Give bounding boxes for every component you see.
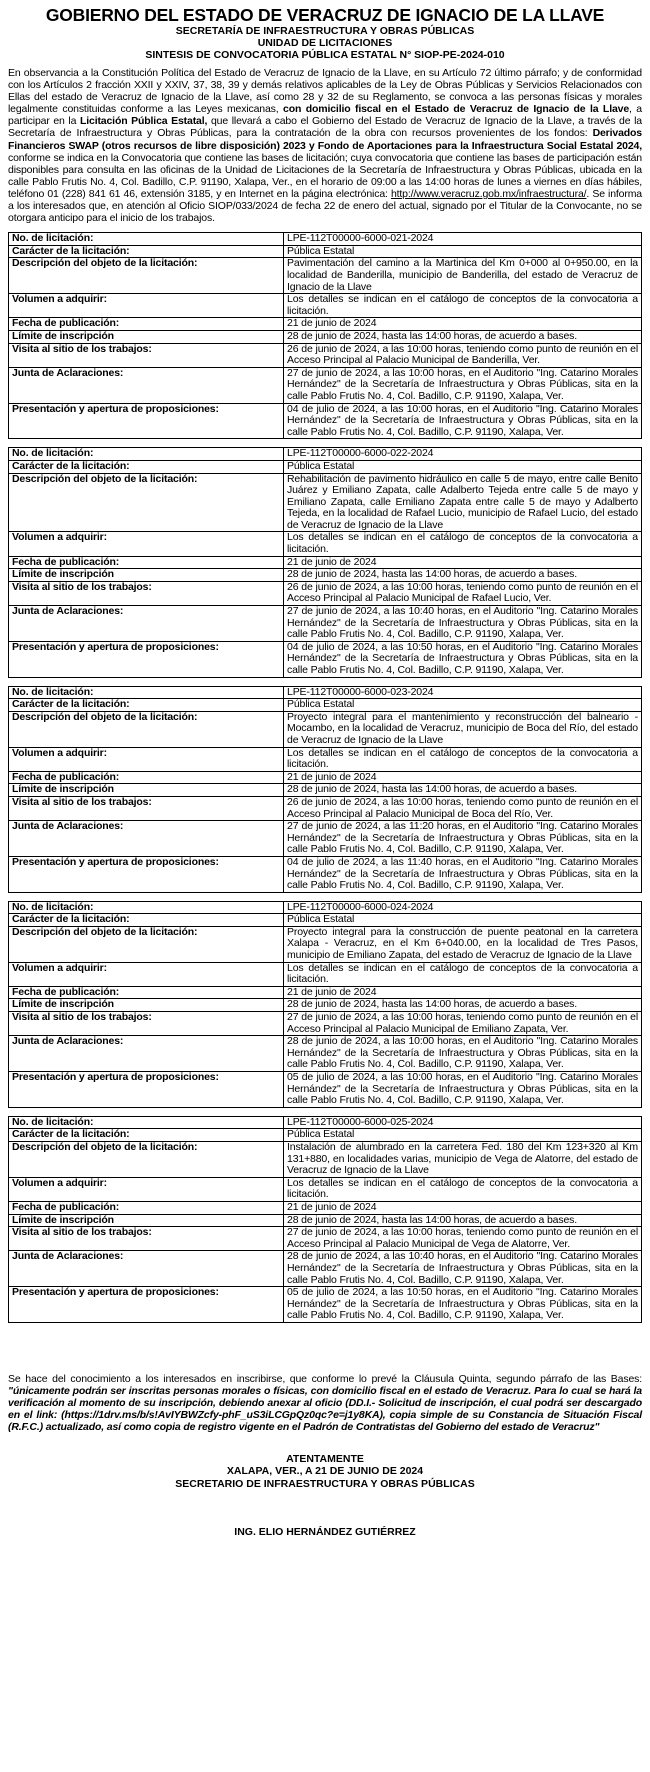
field-value-volumen: Los detalles se indican en el catálogo de conceptos de la convocatoria a licitación. [284,1177,642,1201]
field-value-limite: 28 de junio de 2024, hasta las 14:00 horas, de acuerdo a bases. [284,999,642,1012]
table-row-visita [9,1012,642,1036]
field-label-descripcion: Descripción del objeto de la licitación: [9,711,284,747]
table-row-presentacion [9,856,642,892]
table-row-visita [9,1227,642,1251]
table-row-caracter [9,1129,642,1142]
field-label-limite: Límite de inscripción [9,569,284,582]
table-row-descripcion [9,258,642,294]
field-value-caracter: Pública Estatal [284,699,642,712]
field-label-caracter: Carácter de la licitación: [9,699,284,712]
field-value-descripcion: Rehabilitación de pavimento hidráulico en calle 5 de mayo, entre calle Benito Juárez y Emiliano Zapata, calle Adalberto Tejeda entre calle 5 de mayo y Emiliano Zapata, calle Emiliano Zapata entre calle 5 de mayo y Adalberto Tejeda, en la localidad de Rafael Lucio, municipio de Rafael Lucio, del estado de Veracruz de Ignacio de la Llave [284,473,642,532]
licitacion-table [8,232,642,439]
field-value-caracter: Pública Estatal [284,1129,642,1142]
intro-text-1: En observancia a la Constitución Política del Estado de Veracruz de Ignacio de la Llave, en su Artículo 72 último párrafo; y de conformidad con los Artículos 2 fracción XXII y XXIV, 37, 38, 39 y demás relativos aplicables de la Ley de Obras Públicas y Servicios Relacionados con Ellas del estado de Veracruz de Ignacio de la Llave, así como 28 y 32 de su Reglamento, se convoca a las personas físicas y morales legalmente constituidas conforme a las Leyes mexicanas, [8,67,642,116]
footer-text: Se hace del conocimiento a los interesados en inscribirse, que conforme lo prevé la Cláusula Quinta, segundo párrafo de las Bases: [8,1372,642,1385]
field-value-no: LPE-112T00000-6000-023-2024 [284,686,642,699]
table-row-no [9,448,642,461]
place-date: XALAPA, VER., A 21 DE JUNIO DE 2024 [226,1465,424,1478]
secretaria-heading: SECRETARÍA DE INFRAESTRUCTURA Y OBRAS PÚBLICAS [175,25,475,37]
field-value-presentacion: 05 de julio de 2024, a las 10:50 horas, en el Auditorio "Ing. Catarino Morales Hernández" de la Secretaría de Infraestructura y Obras Públicas, sita en la calle Pablo Frutis No. 4, Col. Badillo, C.P. 91190, Xalapa, Ver. [284,1287,642,1323]
field-value-fecha: 21 de junio de 2024 [284,771,642,784]
table-row-limite [9,1214,642,1227]
field-value-descripcion: Pavimentación del camino a la Martinica del Km 0+000 al 0+950.00, en la localidad de Banderilla, municipio de Banderilla, del estado de Veracruz de Ignacio de la Llave [284,258,642,294]
table-row-no [9,1116,642,1129]
table-row-fecha [9,986,642,999]
field-label-no: No. de licitación: [9,233,284,246]
table-row-volumen [9,294,642,318]
field-value-volumen: Los detalles se indican en el catálogo de conceptos de la convocatoria a licitación. [284,747,642,771]
field-label-limite: Límite de inscripción [9,784,284,797]
field-label-no: No. de licitación: [9,1116,284,1129]
field-value-caracter: Pública Estatal [284,914,642,927]
signer-title: SECRETARIO DE INFRAESTRUCTURA Y OBRAS PÚBLICAS [175,1477,475,1490]
table-row-visita [9,343,642,367]
sintesis-heading: SINTESIS DE CONVOCATORIA PÚBLICA ESTATAL N° SIOP-PE-2024-010 [145,49,505,61]
field-value-junta: 27 de junio de 2024, a las 10:00 horas, en el Auditorio "Ing. Catarino Morales Hernández" de la Secretaría de Infraestructura y Obras Públicas, sita en la calle Pablo Frutis No. 4, Col. Badillo, C.P. 91190, Xalapa, Ver. [284,367,642,403]
field-label-fecha: Fecha de publicación: [9,771,284,784]
field-label-fecha: Fecha de publicación: [9,1201,284,1214]
table-row-presentacion [9,1287,642,1323]
field-label-presentacion: Presentación y apertura de proposiciones: [9,856,284,892]
table-row-junta [9,821,642,857]
field-value-presentacion: 04 de julio de 2024, a las 10:00 horas, en el Auditorio "Ing. Catarino Morales Hernández" de la Secretaría de Infraestructura y Obras Públicas, sita en la calle Pablo Frutis No. 4, Col. Badillo, C.P. 91190, Xalapa, Ver. [284,403,642,439]
table-row-visita [9,796,642,820]
field-value-visita: 26 de junio de 2024, a las 10:00 horas, teniendo como punto de reunión en el Acceso Principal al Palacio Municipal de Rafael Lucio, Ver. [284,581,642,605]
licitaciones-container [8,232,642,1323]
intro-bold-1: con domicilio fiscal en el Estado de Veracruz de Ignacio de la Llave [283,103,630,116]
field-label-limite: Límite de inscripción [9,330,284,343]
intro-paragraph [8,67,642,224]
field-value-descripcion: Proyecto integral para el mantenimiento y reconstrucción del balneario - Mocambo, en la localidad de Veracruz, municipio de Boca del Río, del estado de Veracruz de Ignacio de la Llave [284,711,642,747]
intro-bold-2: Licitación Pública Estatal, [79,115,208,128]
table-row-descripcion [9,711,642,747]
field-label-fecha: Fecha de publicación: [9,556,284,569]
table-row-junta [9,606,642,642]
table-row-limite [9,330,642,343]
table-row-junta [9,367,642,403]
table-row-presentacion [9,641,642,677]
licitacion-table [8,686,642,893]
field-value-fecha: 21 de junio de 2024 [284,1201,642,1214]
field-label-presentacion: Presentación y apertura de proposiciones: [9,403,284,439]
table-row-fecha [9,318,642,331]
table-row-limite [9,569,642,582]
field-label-junta: Junta de Aclaraciones: [9,1036,284,1072]
field-value-no: LPE-112T00000-6000-024-2024 [284,901,642,914]
field-value-limite: 28 de junio de 2024, hasta las 14:00 horas, de acuerdo a bases. [284,1214,642,1227]
intro-text-4: conforme se indica en la Convocatoria que contiene las bases de licitación; cuya convocatoria que contiene las bases de participación están disponibles para consulta en las oficinas de la Unidad de Licitaciones de la Secretaría de Infraestructura y Obras Públicas, ubicada en la calle Pablo Frutis No. 4, Col. Badillo, C.P. 91190, Xalapa, Ver., en el horario de 09:00 a las 14:00 horas de lunes a viernes en días hábiles, teléfono 01 (228) 841 61 46, extensión 3185, y en Internet en la página electrónica: [8,151,642,200]
field-label-junta: Junta de Aclaraciones: [9,367,284,403]
signer-name: ING. ELIO HERNÁNDEZ GUTIÉRREZ [234,1526,416,1539]
field-label-fecha: Fecha de publicación: [9,318,284,331]
table-row-volumen [9,747,642,771]
unidad-heading: UNIDAD DE LICITACIONES [257,37,393,49]
field-value-fecha: 21 de junio de 2024 [284,318,642,331]
table-row-visita [9,581,642,605]
field-value-visita: 26 de junio de 2024, a las 10:00 horas, teniendo como punto de reunión en el Acceso Principal al Palacio Municipal de Banderilla, Ver. [284,343,642,367]
table-row-descripcion [9,926,642,962]
field-value-descripcion: Instalación de alumbrado en la carretera Fed. 180 del Km 123+320 al Km 131+880, en localidades varias, municipio de Vega de Alatorre, del estado de Veracruz de Ignacio de la Llave [284,1141,642,1177]
licitacion-table [8,1116,642,1323]
field-value-presentacion: 04 de julio de 2024, a las 10:50 horas, en el Auditorio "Ing. Catarino Morales Hernández" de la Secretaría de Infraestructura y Obras Públicas, sita en la calle Pablo Frutis No. 4, Col. Badillo, C.P. 91190, Xalapa, Ver. [284,641,642,677]
field-value-no: LPE-112T00000-6000-025-2024 [284,1116,642,1129]
table-row-no [9,686,642,699]
field-label-limite: Límite de inscripción [9,999,284,1012]
field-label-visita: Visita al sitio de los trabajos: [9,343,284,367]
field-value-limite: 28 de junio de 2024, hasta las 14:00 horas, de acuerdo a bases. [284,330,642,343]
field-label-no: No. de licitación: [9,686,284,699]
field-label-junta: Junta de Aclaraciones: [9,821,284,857]
field-label-descripcion: Descripción del objeto de la licitación: [9,258,284,294]
field-label-junta: Junta de Aclaraciones: [9,1251,284,1287]
field-label-caracter: Carácter de la licitación: [9,460,284,473]
field-label-caracter: Carácter de la licitación: [9,245,284,258]
field-value-volumen: Los detalles se indican en el catálogo de conceptos de la convocatoria a licitación. [284,962,642,986]
table-row-volumen [9,1177,642,1201]
footer-paragraph [8,1373,642,1433]
table-row-limite [9,999,642,1012]
table-row-fecha [9,556,642,569]
field-value-volumen: Los detalles se indican en el catálogo de conceptos de la convocatoria a licitación. [284,532,642,556]
field-value-no: LPE-112T00000-6000-021-2024 [284,233,642,246]
table-row-volumen [9,532,642,556]
field-value-caracter: Pública Estatal [284,460,642,473]
field-label-descripcion: Descripción del objeto de la licitación: [9,926,284,962]
field-label-visita: Visita al sitio de los trabajos: [9,1012,284,1036]
signature-block [8,1453,642,1491]
field-label-volumen: Volumen a adquirir: [9,962,284,986]
field-label-descripcion: Descripción del objeto de la licitación: [9,473,284,532]
table-row-junta [9,1036,642,1072]
field-label-visita: Visita al sitio de los trabajos: [9,581,284,605]
table-row-descripcion [9,1141,642,1177]
table-row-caracter [9,460,642,473]
field-label-limite: Límite de inscripción [9,1214,284,1227]
field-value-junta: 28 de junio de 2024, a las 10:00 horas, en el Auditorio "Ing. Catarino Morales Hernández" de la Secretaría de Infraestructura y Obras Públicas, sita en la calle Pablo Frutis No. 4, Col. Badillo, C.P. 91190, Xalapa, Ver. [284,1036,642,1072]
table-row-caracter [9,914,642,927]
field-value-visita: 27 de junio de 2024, a las 10:00 horas, teniendo como punto de reunión en el Acceso Principal al Palacio Municipal de Emiliano Zapata, Ver. [284,1012,642,1036]
field-value-junta: 27 de junio de 2024, a las 10:40 horas, en el Auditorio "Ing. Catarino Morales Hernández" de la Secretaría de Infraestructura y Obras Públicas, sita en la calle Pablo Frutis No. 4, Col. Badillo, C.P. 91190, Xalapa, Ver. [284,606,642,642]
field-value-limite: 28 de junio de 2024, hasta las 14:00 horas, de acuerdo a bases. [284,569,642,582]
field-label-visita: Visita al sitio de los trabajos: [9,796,284,820]
field-value-limite: 28 de junio de 2024, hasta las 14:00 horas, de acuerdo a bases. [284,784,642,797]
field-label-volumen: Volumen a adquirir: [9,747,284,771]
licitacion-table [8,447,642,677]
atentamente-text: ATENTAMENTE [286,1452,364,1465]
field-value-junta: 28 de junio de 2024, a las 10:40 horas, en el Auditorio "Ing. Catarino Morales Hernández" de la Secretaría de Infraestructura y Obras Públicas, sita en la calle Pablo Frutis No. 4, Col. Badillo, C.P. 91190, Xalapa, Ver. [284,1251,642,1287]
field-label-volumen: Volumen a adquirir: [9,532,284,556]
field-label-junta: Junta de Aclaraciones: [9,606,284,642]
table-row-presentacion [9,1072,642,1108]
table-row-caracter [9,699,642,712]
intro-bold-3: Derivados Financieros SWAP (otros recursos de libre disposición) 2023 y Fondo de Aportaciones para la Infraestructura Social Estatal 2024, [8,127,642,152]
field-label-caracter: Carácter de la licitación: [9,914,284,927]
field-value-visita: 27 de junio de 2024, a las 10:00 horas, teniendo como punto de reunión en el Acceso Principal al Palacio Municipal de Vega de Alatorre, Ver. [284,1227,642,1251]
field-label-caracter: Carácter de la licitación: [9,1129,284,1142]
field-label-volumen: Volumen a adquirir: [9,1177,284,1201]
field-value-presentacion: 04 de julio de 2024, a las 11:40 horas, en el Auditorio "Ing. Catarino Morales Hernández" de la Secretaría de Infraestructura y Obras Públicas, sita en la calle Pablo Frutis No. 4, Col. Badillo, C.P. 91190, Xalapa, Ver. [284,856,642,892]
field-value-visita: 26 de junio de 2024, a las 10:00 horas, teniendo como punto de reunión en el Acceso Principal al Palacio Municipal de Boca del Río, Ver. [284,796,642,820]
intro-text-2: , a participar en la [8,103,642,128]
table-row-caracter [9,245,642,258]
field-label-no: No. de licitación: [9,901,284,914]
page-title: GOBIERNO DEL ESTADO DE VERACRUZ DE IGNACIO DE LA LLAVE [45,5,605,25]
field-value-fecha: 21 de junio de 2024 [284,986,642,999]
field-value-caracter: Pública Estatal [284,245,642,258]
table-row-junta [9,1251,642,1287]
table-row-no [9,901,642,914]
table-row-limite [9,784,642,797]
intro-text-5: . Se informa a los interesados que, en atención al Oficio SIOP/033/2024 de fecha 22 de enero del actual, signado por el Titular de la Convocante, no se otorgara anticipo para el inicio de los trabajos. [8,187,642,225]
footer-quote: "únicamente podrán ser inscritas personas morales o físicas, con domicilio fiscal en el estado de Veracruz. Para lo cual se hará la verificación al momento de su inscripción, debiendo anexar al oficio (DD.I.- Solicitud de inscripción, el cual podrá ser descargado en el link: (https://1drv.ms/b/s!AvIYBWZcfy-phF_uS3iLCGpQz0qc?e=j1y8KA), copia simple de su Constancia de Situación Fiscal (R.F.C.) actualizado, así como copia de registro vigente en el Padrón de Contratistas del Gobierno del estado de Veracruz" [8,1384,642,1433]
table-row-descripcion [9,473,642,532]
table-row-presentacion [9,403,642,439]
table-row-fecha [9,771,642,784]
field-label-presentacion: Presentación y apertura de proposiciones: [9,641,284,677]
field-label-descripcion: Descripción del objeto de la licitación: [9,1141,284,1177]
field-label-presentacion: Presentación y apertura de proposiciones: [9,1072,284,1108]
field-value-junta: 27 de junio de 2024, a las 11:20 horas, en el Auditorio "Ing. Catarino Morales Hernández" de la Secretaría de Infraestructura y Obras Públicas, sita en la calle Pablo Frutis No. 4, Col. Badillo, C.P. 91190, Xalapa, Ver. [284,821,642,857]
table-row-fecha [9,1201,642,1214]
field-label-visita: Visita al sitio de los trabajos: [9,1227,284,1251]
field-value-no: LPE-112T00000-6000-022-2024 [284,448,642,461]
intro-text-3: que llevará a cabo el Gobierno del Estado de Veracruz de Ignacio de la Llave, a través de la Secretaría de Infraestructura y Obras Públicas, para la contratación de la obra con recursos provenientes de los fondos: [8,115,642,140]
field-label-fecha: Fecha de publicación: [9,986,284,999]
field-value-volumen: Los detalles se indican en el catálogo de conceptos de la convocatoria a licitación. [284,294,642,318]
field-value-fecha: 21 de junio de 2024 [284,556,642,569]
field-label-no: No. de licitación: [9,448,284,461]
licitacion-table [8,901,642,1108]
table-row-volumen [9,962,642,986]
field-label-presentacion: Presentación y apertura de proposiciones: [9,1287,284,1323]
field-label-volumen: Volumen a adquirir: [9,294,284,318]
table-row-no [9,233,642,246]
infraestructura-link[interactable]: http://www.veracruz.gob.mx/infraestructura/ [390,187,587,200]
field-value-descripcion: Proyecto integral para la construcción de puente peatonal en la carretera Xalapa - Veracruz, en el Km 6+040.00, en la localidad de Tres Pasos, municipio de Emiliano Zapata, del estado de Veracruz de Ignacio de la Llave [284,926,642,962]
field-value-presentacion: 05 de julio de 2024, a las 10:00 horas, en el Auditorio "Ing. Catarino Morales Hernández" de la Secretaría de Infraestructura y Obras Públicas, sita en la calle Pablo Frutis No. 4, Col. Badillo, C.P. 91190, Xalapa, Ver. [284,1072,642,1108]
